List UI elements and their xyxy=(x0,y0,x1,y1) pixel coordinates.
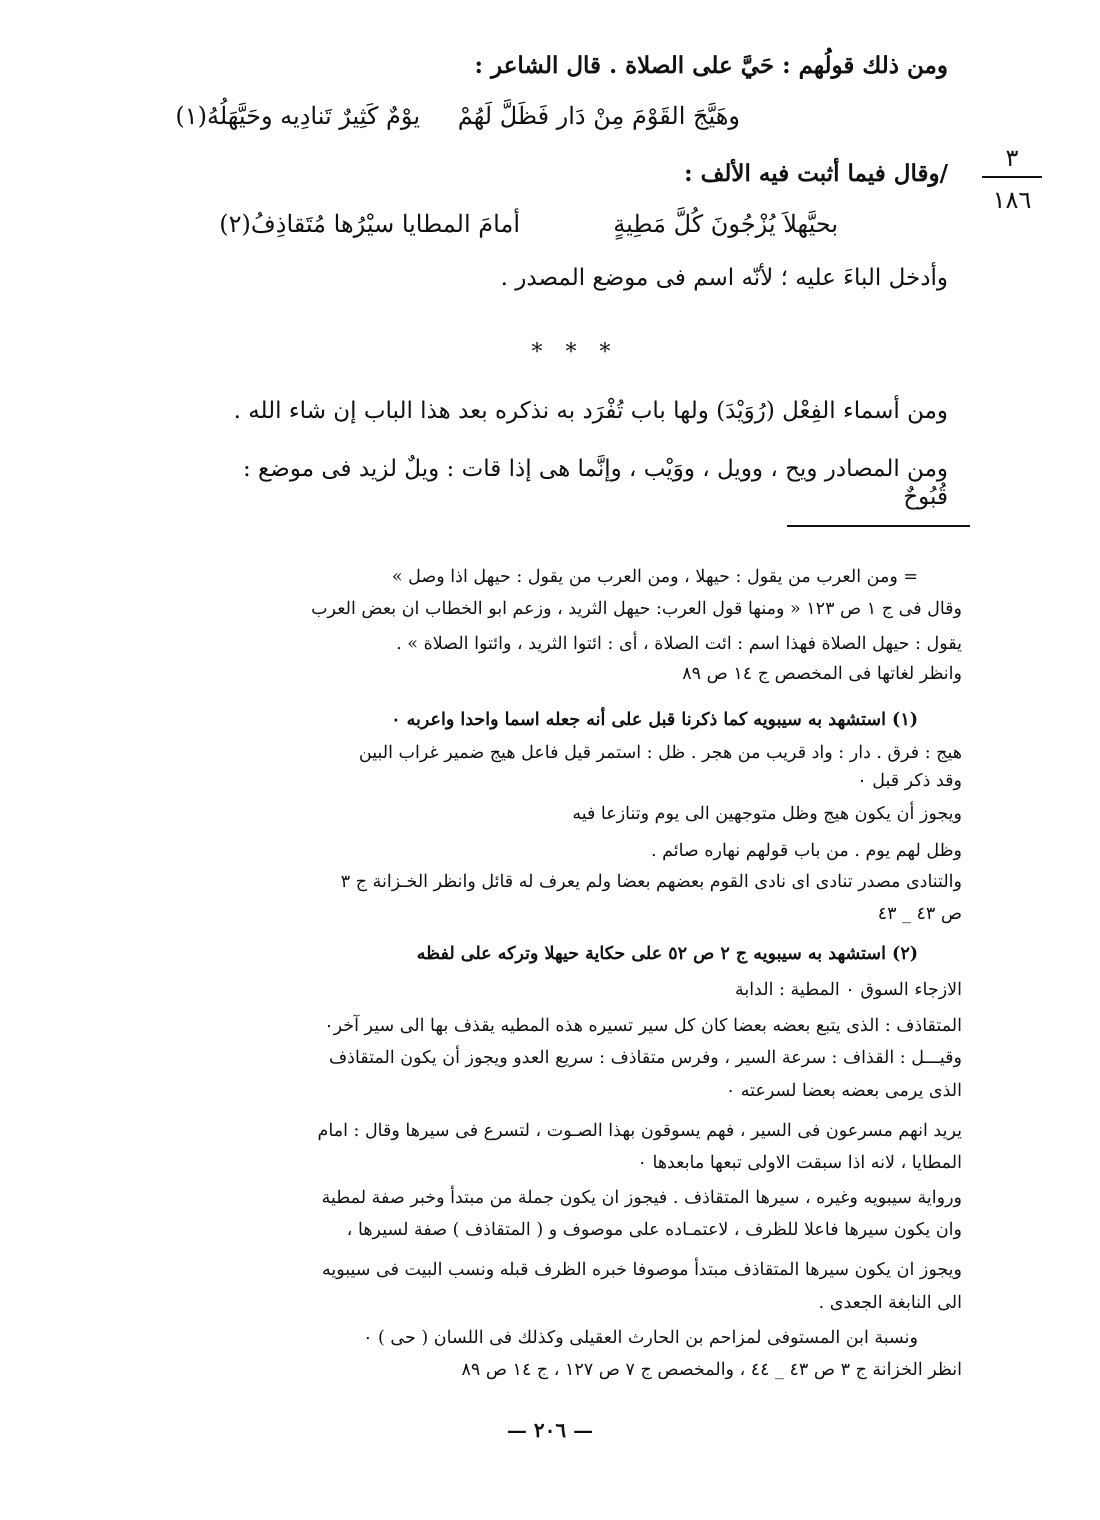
margin-ref-bottom: ١٨٦ xyxy=(992,186,1032,214)
footnote-line: ونسبة ابن المستوفى لمزاحم بن الحارث العقيلى وكذلك فى اللسان ( حى ) ٠ xyxy=(363,1328,918,1348)
verse-2-second-half: أمامَ المطايا سيْرُها مُتَقاذِفُ(٢) xyxy=(219,210,520,238)
main-line-2: /وقال فيما أثبت فيه الألف : xyxy=(684,160,948,187)
footnote-line: هيج : فرق . دار : واد قريب من هجر . ظل : استمر قيل فاعل هيج ضمير غراب البين xyxy=(358,743,962,763)
footnote-line: ويجوز ان يكون سيرها المتقاذف مبتدأ موصوفا خبره الظرف قبله ونسب البيت فى سيبويه xyxy=(321,1260,962,1280)
footnote-line: وقيـــل : القذاف : سرعة السير ، وفرس متقاذف : سريع العدو ويجوز أن يكون المتقاذف xyxy=(329,1048,962,1068)
main-line-5: ومن المصادر ويح ، وويل ، ووَيْب ، وإنَّما هى إذا قات : ويلٌ لزيد فى موضع : قُبُوحٌ xyxy=(243,456,948,510)
footnote-line: الازجاء السوق ٠ المطية : الدابة xyxy=(734,980,962,1000)
footnote-line: وقد ذكر قبل ٠ xyxy=(857,771,962,791)
footnote-line: ويجوز أن يكون هيج وظل متوجهين الى يوم وتنازعا فيه xyxy=(572,804,962,824)
main-line-3: وأدخل الباءَ عليه ؛ لأنّه اسم فى موضع المصدر . xyxy=(500,265,948,291)
footnote-line: الذى يرمى بعضه بعضا لسرعته ٠ xyxy=(725,1081,962,1101)
footnote-line: المتقاذف : الذى يتبع بعضه بعضا كان كل سير تسيره هذه المطيه يقذف بها الى سير آخر٠ xyxy=(324,1016,962,1036)
section-divider-stars: * * * xyxy=(531,340,619,365)
footnote-line: = ومن العرب من يقول : حيهلا ، ومن العرب من يقول : حيهل اذا وصل » xyxy=(391,567,918,587)
footnote-line: والتنادى مصدر تنادى اى نادى القوم بعضهم بعضا ولم يعرف له قائل وانظر الخـزانة ج ٣ xyxy=(340,872,962,892)
verse-2-first-half: بحيَّهلاَ يُزْجُونَ كُلَّ مَطِيةٍ xyxy=(613,210,838,238)
footnote-line: ص ٤٣ _ ٤٣ xyxy=(877,904,962,924)
margin-ref-rule xyxy=(982,176,1042,178)
footnote-line: وان يكون سيرها فاعلا للظرف ، لاعتمـاده على موصوف و ( المتقاذف ) صفة لسيرها ، xyxy=(346,1220,962,1240)
footnote-line: وقال فى ج ١ ص ١٢٣ « ومنها قول العرب: حيهل الثريد ، وزعم ابو الخطاب ان بعض العرب xyxy=(311,599,962,619)
footnote-line: وانظر لغاتها فى المخصص ج ١٤ ص ٨٩ xyxy=(682,664,962,684)
footnote-line: الى النابغة الجعدى . xyxy=(818,1293,962,1313)
footnote-2-start: (٢) استشهد به سيبويه ج ٢ ص ٥٢ على حكاية حيهلا وتركه على لفظه xyxy=(416,944,918,964)
footnote-line: وظل لهم يوم . من باب قولهم نهاره صائم . xyxy=(650,841,962,861)
margin-ref-top: ٣ xyxy=(1005,144,1019,172)
footnote-line: المطايا ، لانه اذا سبقت الاولى تبعها مابعدها ٠ xyxy=(637,1153,962,1173)
page-number: — ٢٠٦ — xyxy=(506,1418,594,1442)
main-line-4: ومن أسماء الفِعْل (رُوَيْدَ) ولها باب تُفْرَد به نذكره بعد هذا الباب إن شاء الله . xyxy=(233,398,948,424)
footnote-1-start: (١) استشهد به سيبويه كما ذكرنا قبل على أنه جعله اسما واحدا واعربه ٠ xyxy=(391,710,918,730)
footnote-line: ورواية سيبويه وغيره ، سيرها المتقاذف . فيجوز ان يكون جملة من مبتدأ وخبر صفة لمطية xyxy=(321,1188,962,1208)
verse-1-first-half: وهَيَّجَ القَوْمَ مِنْ دَار فَظَلَّ لَهُمْ xyxy=(457,102,740,130)
main-line-1: ومن ذلك قولُهم : حَيَّ على الصلاة . قال الشاعر : xyxy=(474,52,948,79)
verse-1-second-half: يوْمٌ كَثِيرٌ تَنادِيه وحَيَّهَلُهُ(١) xyxy=(175,102,420,130)
footnote-line: انظر الخزانة ج ٣ ص ٤٣ _ ٤٤ ، والمخصص ج ٧ ص ١٢٧ ، ج ١٤ ص ٨٩ xyxy=(461,1360,962,1380)
footnote-line: يريد انهم مسرعون فى السير ، فهم يسوقون بهذا الصـوت ، لتسرع فى سيرها وقال : امام xyxy=(317,1121,962,1141)
footnote-line: يقول : حيهل الصلاة فهذا اسم : ائت الصلاة ، أى : ائتوا الثريد ، وائتوا الصلاة » . xyxy=(396,634,962,654)
footnote-separator xyxy=(787,525,970,527)
